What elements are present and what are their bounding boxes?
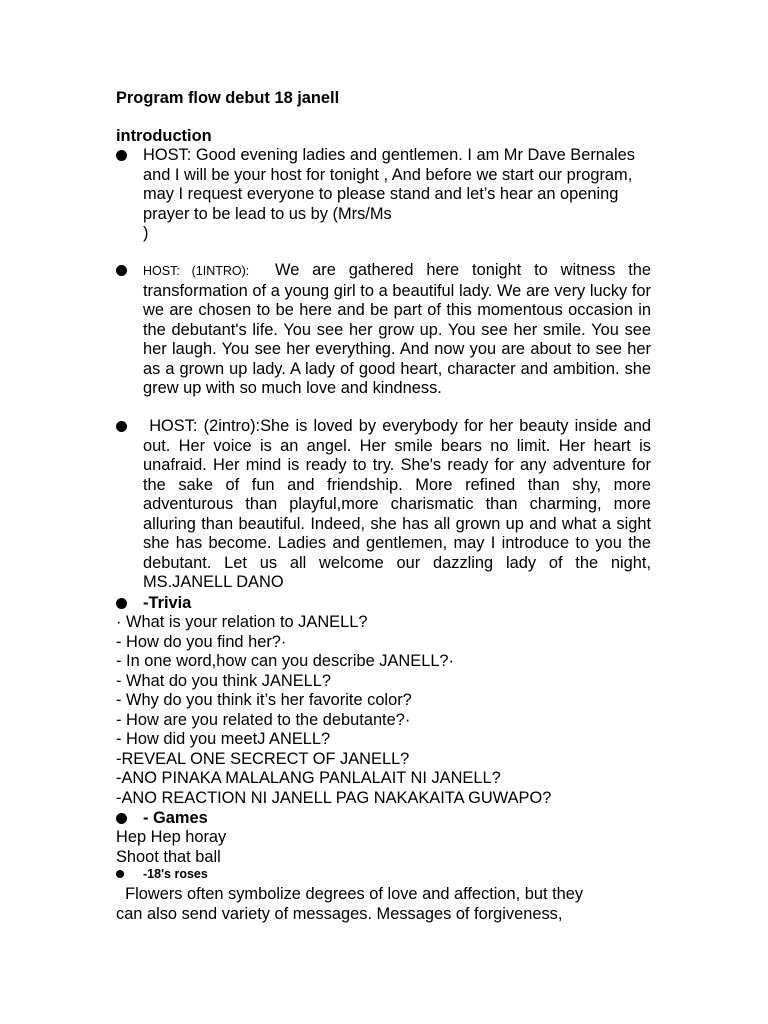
host-intro-1-label: HOST: (1INTRO):	[143, 264, 250, 278]
trivia-question: - Why do you think it’s her favorite color?	[116, 691, 412, 709]
host-opening-close: )	[143, 224, 149, 242]
trivia-question: - How did you meetJ ANELL?	[116, 730, 331, 748]
games-label: - Games	[143, 809, 208, 827]
game-item: Hep Hep horay	[116, 828, 227, 846]
trivia-question: - In one word,how can you describe JANELL?·	[116, 652, 455, 670]
bullet-icon	[116, 598, 127, 609]
host-intro-1-paragraph	[143, 261, 651, 399]
trivia-label: -Trivia	[143, 594, 192, 612]
roses-paragraph	[116, 885, 656, 924]
trivia-question: -ANO REACTION NI JANELL PAG NAKAKAITA GUWAPO?	[116, 788, 552, 807]
trivia-question: - How do you find her?·	[116, 632, 287, 651]
game-item: Shoot that ball	[116, 847, 221, 866]
trivia-question: -REVEAL ONE SECRECT OF JANELL?	[116, 749, 410, 768]
games-list	[116, 828, 656, 867]
bullet-icon	[116, 813, 127, 824]
roses-text-line: Flowers often symbolize degrees of love and affection, but they	[116, 885, 584, 903]
roses-label: -18's roses	[143, 867, 208, 881]
bullet-icon	[116, 150, 127, 161]
bullet-icon	[116, 265, 127, 276]
bullet-icon	[116, 421, 127, 432]
host-intro-1-text: We are gathered here tonight to witness the transformation of a young girl to a beautiful lady. We are very lucky for we are chosen to be here and be part of this momentous occasion in the debutant's life. You see her grow up. You see her smile. You see her laugh. You see her everything. And now you are about to see her as a grown up lady. A lady of good heart, character and ambition. she grew up with so much love and kindness.	[143, 261, 651, 397]
trivia-question: -ANO PINAKA MALALANG PANLALAIT NI JANELL?	[116, 769, 501, 787]
bullet-icon	[116, 870, 124, 878]
host-opening-text: HOST: Good evening ladies and gentlemen. I am Mr Dave Bernales and I will be your host for tonight , And before we start our program, may I request everyone to please stand and let’s hear an opening prayer to be lead to us by (Mrs/Ms	[143, 146, 635, 223]
trivia-question: - How are you related to the debutante?·	[116, 710, 411, 729]
host-intro-2-content: HOST: (2intro):She is loved by everybody for her beauty inside and out. Her voice is an angel. Her smile bears no limit. Her heart is unafraid. Her mind is ready to try. She's ready for any adventure for the sake of fun and friendship. More refined than shy, more adventurous than playful,more charismatic than charming, more alluring than beautiful. Indeed, she has all grown up and what a sight she has become. Ladies and gentlemen, may I introduce to you the debutant. Let us all welcome our dazzling lady of the night, MS.JANELL DANO	[143, 417, 651, 591]
trivia-question-list	[116, 613, 656, 808]
section-heading-introduction: introduction	[116, 127, 212, 145]
trivia-question: - What do you think JANELL?	[116, 671, 332, 690]
roses-text-line: can also send variety of messages. Messages of forgiveness,	[116, 904, 563, 923]
trivia-question: · What is your relation to JANELL?	[116, 613, 368, 631]
host-intro-2-text	[143, 417, 651, 593]
document-title: Program flow debut 18 janell	[116, 89, 340, 107]
